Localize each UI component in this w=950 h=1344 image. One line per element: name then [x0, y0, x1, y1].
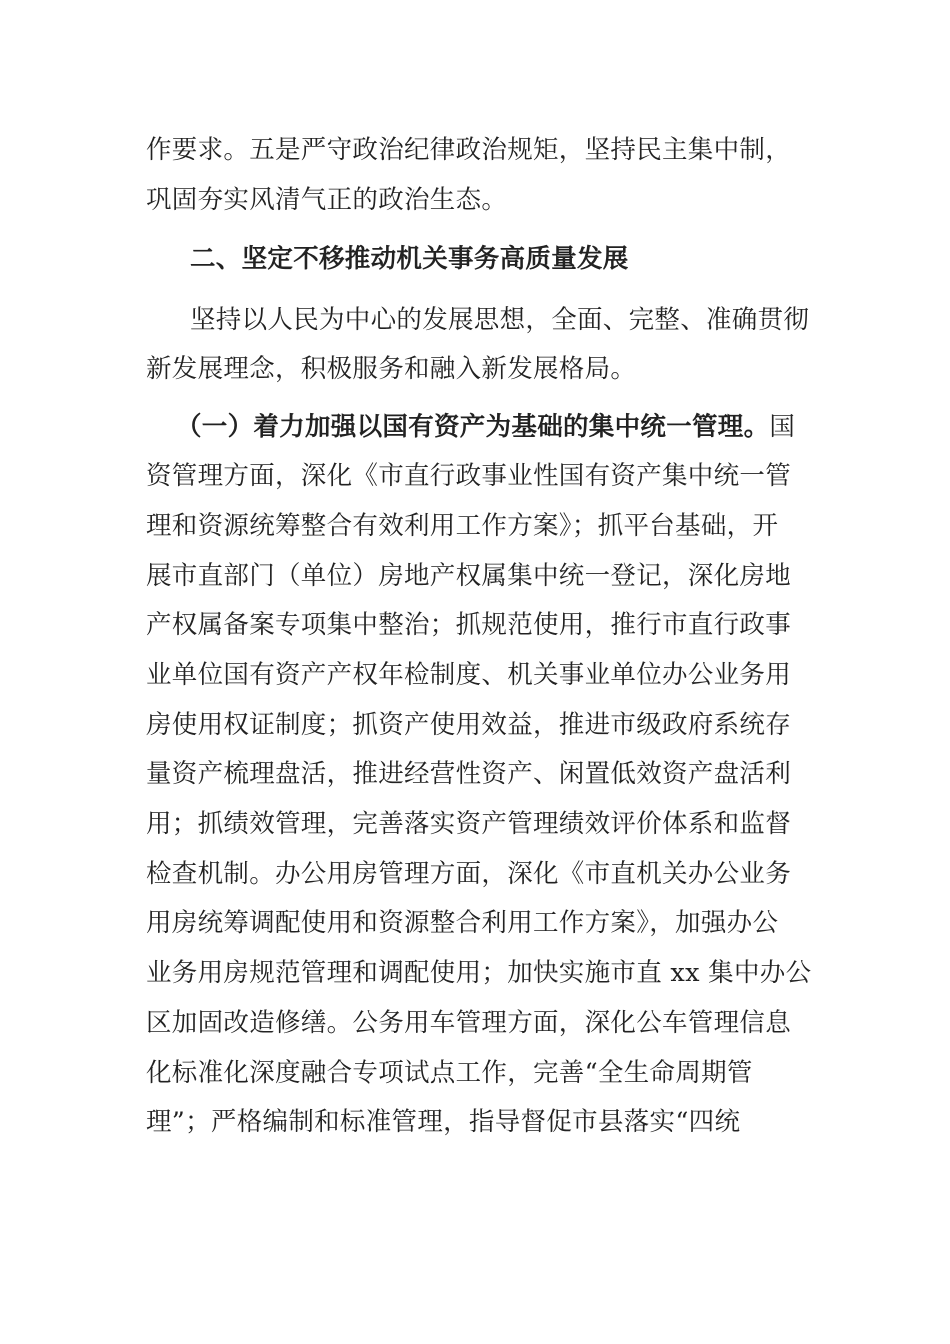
section-heading: 二、坚定不移推动机关事务高质量发展 [190, 244, 629, 274]
body-text-line: 业单位国有资产产权年检制度、机关事业单位办公业务用 [146, 660, 792, 690]
body-text-line: 房使用权证制度；抓资产使用效益，推进市级政府系统存 [146, 710, 792, 740]
body-text-line: 作要求。五是严守政治纪律政治规矩，坚持民主集中制， [146, 135, 792, 165]
body-text-line: 量资产梳理盘活，推进经营性资产、闲置低效资产盘活利 [146, 759, 792, 789]
body-text-line: 业务用房规范管理和调配使用；加快实施市直 xx 集中办公 [146, 958, 812, 988]
body-text-line: 化标准化深度融合专项试点工作，完善“全生命周期管 [146, 1058, 753, 1088]
body-text-line: 产权属备案专项集中整治；抓规范使用，推行市直行政事 [146, 610, 792, 640]
body-text-line: 用房统筹调配使用和资源整合利用工作方案》，加强办公 [146, 908, 779, 938]
subsection-first-line [176, 410, 846, 444]
body-text-line: 新发展理念，积极服务和融入新发展格局。 [146, 354, 637, 384]
body-text-line: 资管理方面，深化《市直行政事业性国有资产集中统一管 [146, 461, 792, 491]
body-text-line: 区加固改造修缮。公务用车管理方面，深化公车管理信息 [146, 1008, 792, 1038]
body-text-line: 检查机制。办公用房管理方面，深化《市直机关办公业务 [146, 859, 792, 889]
body-text-line: 坚持以人民为中心的发展思想，全面、完整、准确贯彻 [190, 305, 810, 335]
body-text-line: 理和资源统筹整合有效利用工作方案》；抓平台基础，开 [146, 511, 779, 541]
body-text-line: 理”；严格编制和标准管理，指导督促市县落实“四统 [146, 1107, 741, 1137]
body-text-line: 用；抓绩效管理，完善落实资产管理绩效评价体系和监督 [146, 809, 792, 839]
body-text-line: 展市直部门（单位）房地产权属集中统一登记，深化房地 [146, 561, 792, 591]
body-text-fragment: 国 [769, 412, 796, 442]
subsection-heading: （一）着力加强以国有资产为基础的集中统一管理。 [176, 412, 770, 442]
body-text-line: 巩固夯实风清气正的政治生态。 [146, 185, 508, 215]
